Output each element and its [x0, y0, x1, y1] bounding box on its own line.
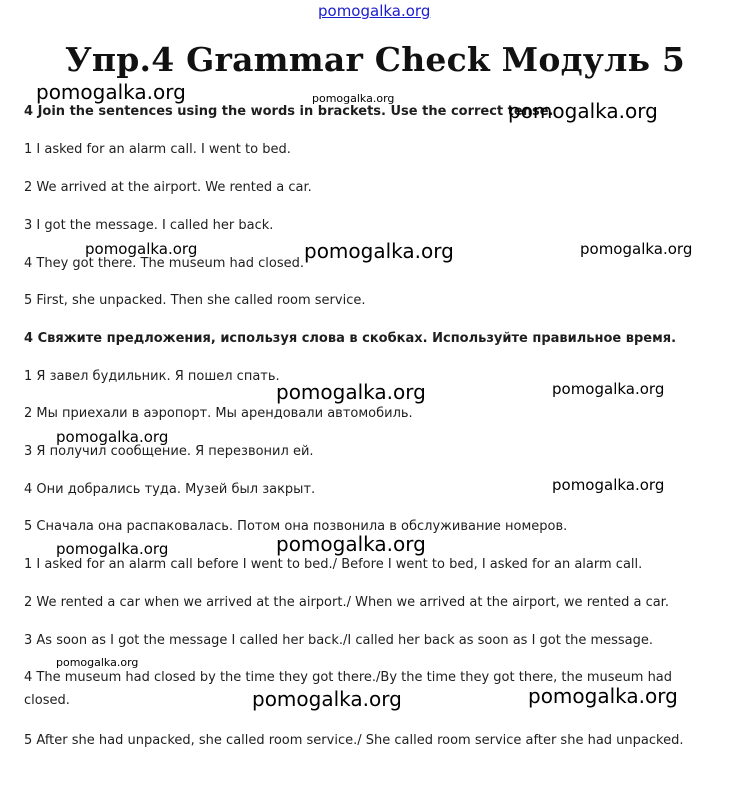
answer-5: 5 After she had unpacked, she called room service./ She called room service after she had unpacked. [24, 733, 684, 748]
watermark: pomogalka.org [276, 532, 426, 556]
site-link[interactable]: pomogalka.org [318, 2, 431, 20]
task-item-ru-4: 4 Они добрались туда. Музей был закрыт. [24, 482, 316, 497]
watermark: pomogalka.org [252, 687, 402, 711]
answer-1: 1 I asked for an alarm call before I went to bed./ Before I went to bed, I asked for an alarm call. [24, 557, 643, 572]
task-item-en-4: 4 They got there. The museum had closed. [24, 256, 304, 271]
watermark: pomogalka.org [528, 684, 678, 708]
task-instruction-ru: 4 Свяжите предложения, используя слова в скобках. Используйте правильное время. [24, 331, 677, 346]
task-item-ru-5: 5 Сначала она распаковалась. Потом она позвонила в обслуживание номеров. [24, 519, 568, 534]
watermark: pomogalka.org [276, 380, 426, 404]
watermark: pomogalka.org [36, 80, 186, 104]
watermark: pomogalka.org [552, 380, 665, 398]
task-item-en-5: 5 First, she unpacked. Then she called room service. [24, 293, 366, 308]
watermark: pomogalka.org [56, 428, 169, 446]
task-item-ru-2: 2 Мы приехали в аэропорт. Мы арендовали автомобиль. [24, 406, 413, 421]
watermark: pomogalka.org [304, 239, 454, 263]
watermark: pomogalka.org [580, 240, 693, 258]
task-item-ru-3: 3 Я получил сообщение. Я перезвонил ей. [24, 444, 314, 459]
watermark: pomogalka.org [312, 92, 395, 105]
watermark: pomogalka.org [85, 240, 198, 258]
watermark: pomogalka.org [56, 656, 139, 669]
task-item-en-1: 1 I asked for an alarm call. I went to bed. [24, 142, 291, 157]
watermark: pomogalka.org [56, 540, 169, 558]
watermark: pomogalka.org [508, 99, 658, 123]
page-title: Упр.4 Grammar Check Модуль 5 [64, 40, 686, 79]
task-instruction-en: 4 Join the sentences using the words in brackets. Use the correct tense. [24, 104, 554, 119]
task-item-en-3: 3 I got the message. I called her back. [24, 218, 274, 233]
task-item-ru-1: 1 Я завел будильник. Я пошел спать. [24, 369, 280, 384]
answer-3: 3 As soon as I got the message I called her back./I called her back as soon as I got the message. [24, 633, 654, 648]
answer-4: 4 The museum had closed by the time they got there./By the time they got there, the museum had [24, 670, 673, 685]
watermark: pomogalka.org [552, 476, 665, 494]
task-item-en-2: 2 We arrived at the airport. We rented a car. [24, 180, 312, 195]
answer-4-cont: closed. [24, 693, 70, 708]
answer-2: 2 We rented a car when we arrived at the airport./ When we arrived at the airport, we rented a car. [24, 595, 669, 610]
